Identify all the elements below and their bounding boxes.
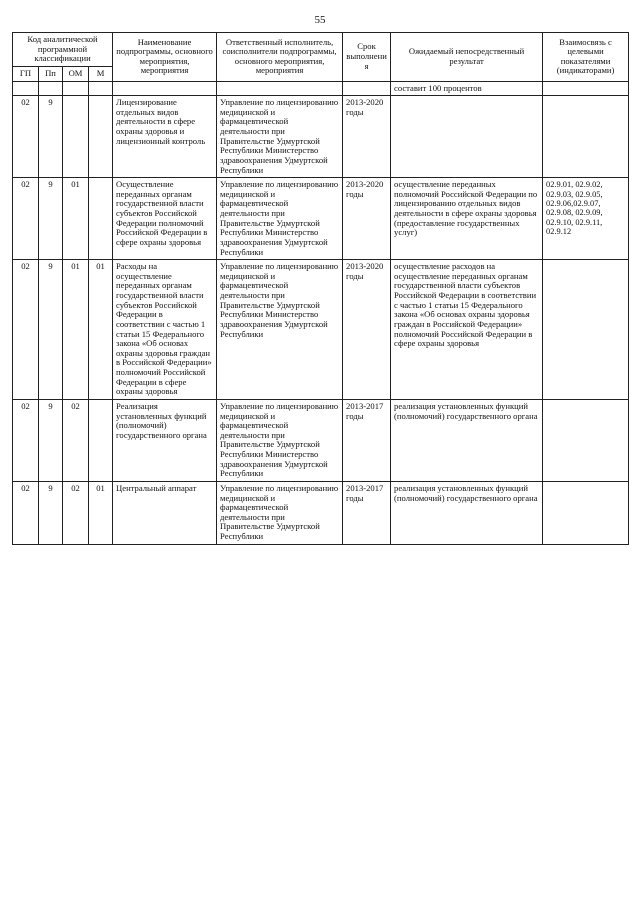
cell-indicators [543,96,629,178]
cell-executor: Управление по лицензированию медицинской и фармацевтической деятельности при Правительстве Удмуртской Республики Министерство здравоохранения Удмуртской Республики [217,96,343,178]
cell-pp: 9 [39,96,63,178]
cell-executor: Управление по лицензированию медицинской и фармацевтической деятельности при Правительстве Удмуртской Республики Министерство здравоохранения Удмуртской Республики [217,399,343,481]
cell-name: Лицензирование отдельных видов деятельности в сфере охраны здоровья и лицензионный контроль [113,96,217,178]
cell-indicators [543,81,629,96]
cell-gp: 02 [13,481,39,544]
cell-gp: 02 [13,96,39,178]
cell-name: Центральный аппарат [113,481,217,544]
cell-om [63,81,89,96]
cell-om: 01 [63,178,89,260]
cell-om: 02 [63,481,89,544]
cell-name [113,81,217,96]
cell-name: Осуществление переданных органам государственной власти субъектов Российской Федерации полномочий Российской Федерации в сфере охраны здоровья [113,178,217,260]
cell-m [89,81,113,96]
cell-executor: Управление по лицензированию медицинской и фармацевтической деятельности при Правительстве Удмуртской Республики Министерство здравоохранения Удмуртской Республики [217,260,343,400]
header-code-group: Код аналитической программной классификации [13,33,113,67]
cell-m: 01 [89,481,113,544]
cell-result: составит 100 процентов [391,81,543,96]
cell-om: 01 [63,260,89,400]
cell-pp: 9 [39,399,63,481]
cell-pp: 9 [39,178,63,260]
cell-gp: 02 [13,178,39,260]
cell-term: 2013-2020 годы [343,178,391,260]
header-gp: ГП [13,66,39,81]
cell-result: осуществление переданных полномочий Российской Федерации по лицензированию отдельных видов деятельности в сфере охраны здоровья (предоставление государственных услуг) [391,178,543,260]
cell-pp [39,81,63,96]
cell-executor [217,81,343,96]
header-om: ОМ [63,66,89,81]
cell-result [391,96,543,178]
header-m: М [89,66,113,81]
header-indicators: Взаимосвязь с целевыми показателями (индикаторами) [543,33,629,82]
cell-m [89,399,113,481]
program-table [12,32,629,545]
cell-term [343,81,391,96]
cell-gp [13,81,39,96]
table-row [13,481,629,544]
header-pp: Пп [39,66,63,81]
table-row [13,399,629,481]
cell-gp: 02 [13,399,39,481]
cell-indicators [543,399,629,481]
cell-m [89,96,113,178]
page-number: 55 [314,14,326,26]
cell-term: 2013-2020 годы [343,260,391,400]
cell-pp: 9 [39,481,63,544]
cell-term: 2013-2017 годы [343,399,391,481]
table-row [13,81,629,96]
header-name: Наименование подпрограммы, основного мероприятия, мероприятия [113,33,217,82]
cell-m: 01 [89,260,113,400]
header-result: Ожидаемый непосредственный результат [391,33,543,82]
table-row [13,260,629,400]
cell-executor: Управление по лицензированию медицинской и фармацевтической деятельности при Правительстве Удмуртской Республики Министерство здравоохранения Удмуртской Республики [217,178,343,260]
cell-name: Реализация установленных функций (полномочий) государственного органа [113,399,217,481]
cell-executor: Управление по лицензированию медицинской и фармацевтической деятельности при Правительстве Удмуртской Республики [217,481,343,544]
cell-indicators [543,481,629,544]
cell-result: реализация установленных функций (полномочий) государственного органа [391,481,543,544]
cell-om: 02 [63,399,89,481]
cell-indicators: 02.9.01, 02.9.02, 02.9.03, 02.9.05, 02.9.06,02.9.07, 02.9.08, 02.9.09, 02.9.10, 02.9.11, 02.9.12 [543,178,629,260]
cell-result: реализация установленных функций (полномочий) государственного органа [391,399,543,481]
cell-result: осуществление расходов на осуществление переданных органам государственной власти субъектов Российской Федерации в соответствии с частью 1 статьи 15 Федерального закона «Об основах охраны здоровья граждан в Российской Федерации» полномочий Российской Федерации в сфере охраны здоровья [391,260,543,400]
cell-gp: 02 [13,260,39,400]
cell-om [63,96,89,178]
cell-term: 2013-2020 годы [343,96,391,178]
table-row [13,178,629,260]
cell-term: 2013-2017 годы [343,481,391,544]
table-row [13,96,629,178]
cell-name: Расходы на осуществление переданных органам государственной власти субъектов Российской Федерации в соответствии с частью 1 статьи 15 Федерального закона «Об основах охраны здоровья граждан в Российской Федерации» полномочий Российской Федерации в сфере охраны здоровья [113,260,217,400]
cell-m [89,178,113,260]
cell-pp: 9 [39,260,63,400]
header-term: Срок выполнения [343,33,391,82]
header-executor: Ответственный исполнитель, соисполнители подпрограммы, основного мероприятия, мероприятия [217,33,343,82]
cell-indicators [543,260,629,400]
